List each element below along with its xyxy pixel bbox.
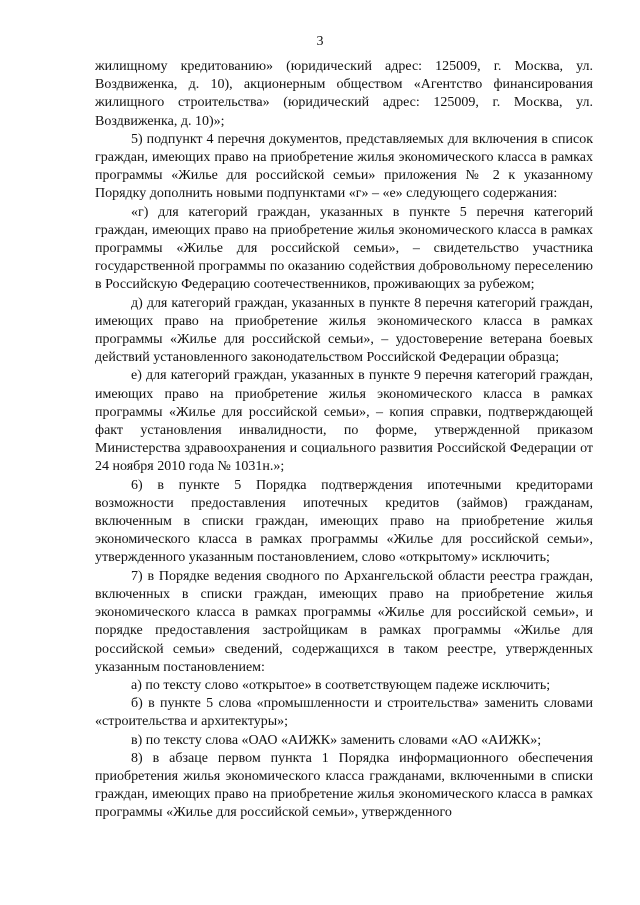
- paragraph-item-8: 8) в абзаце первом пункта 1 Порядка информационного обеспечения приобретения жилья экономического класса гражданами, включенными в списки граждан, имеющих право на приобретение жилья экономического класса в рамках программы «Жилье для российской семьи», утвержденного: [95, 750, 593, 821]
- paragraph-item-6: 6) в пункте 5 Порядка подтверждения ипотечными кредиторами возможности предоставления ипотечных кредитов (займов) гражданам, включенным в списки граждан, имеющих право на приобретение жилья экономического класса в рамках программы «Жилье для российской семьи», утвержденного указанным постановлением, слово «открытому» исключить;: [95, 477, 593, 566]
- paragraph-subitem-v: в) по тексту слова «ОАО «АИЖК» заменить словами «АО «АИЖК»;: [131, 732, 542, 748]
- paragraph-continuation: жилищному кредитованию» (юридический адрес: 125009, г. Москва, ул. Воздвиженка, д. 10), акционерным обществом «Агентство финансирования жилищного строительства» (юридический адрес: 125009, г. Москва, ул. Воздвиженка, д. 10)»;: [95, 59, 593, 129]
- paragraph-subitem-a: а) по тексту слово «открытое» в соответствующем падеже исключить;: [131, 677, 551, 693]
- paragraph-subitem-d: д) для категорий граждан, указанных в пункте 8 перечня категорий граждан, имеющих право на приобретение жилья экономического класса в рамках программы «Жилье для российской семьи», – удостоверение ветерана боевых действий установленного законодательством Российской Федерации образца;: [95, 295, 593, 366]
- document-body: [95, 58, 593, 823]
- paragraph-subitem-e: е) для категорий граждан, указанных в пункте 9 перечня категорий граждан, имеющих право на приобретение жилья экономического класса в рамках программы «Жилье для российской семьи», – копия справки, подтверждающей факт установления инвалидности, по форме, утвержденной приказом Министерства здравоохранения и социального развития Российской Федерации от 24 ноября 2010 года № 1031н.»;: [95, 368, 593, 475]
- paragraph-subitem-g: «г) для категорий граждан, указанных в пункте 5 перечня категорий граждан, имеющих право на приобретение жилья экономического класса в рамках программы «Жилье для российской семьи», – свидетельство участника государственной программы по оказанию содействия добровольному переселению в Российскую Федерацию соотечественников, проживающих за рубежом;: [95, 204, 593, 293]
- paragraph-item-5: 5) подпункт 4 перечня документов, представляемых для включения в список граждан, имеющих право на приобретение жилья экономического класса в рамках программы «Жилье для российской семьи» приложения № 2 к указанному Порядку дополнить новыми подпунктами «г» – «е» следующего содержания:: [95, 131, 593, 202]
- page-number: 3: [316, 34, 324, 49]
- paragraph-item-7: 7) в Порядке ведения сводного по Архангельской области реестра граждан, включенных в списки граждан, имеющих право на приобретение жилья экономического класса в рамках программы «Жилье для российской семьи», и порядке предоставления застройщикам в рамках программы «Жилье для российской семьи» сведений, содержащихся в таком реестре, утвержденных указанным постановлением:: [95, 568, 593, 675]
- paragraph-subitem-b: б) в пункте 5 слова «промышленности и строительства» заменить словами «строительства и архитектуры»;: [95, 696, 593, 730]
